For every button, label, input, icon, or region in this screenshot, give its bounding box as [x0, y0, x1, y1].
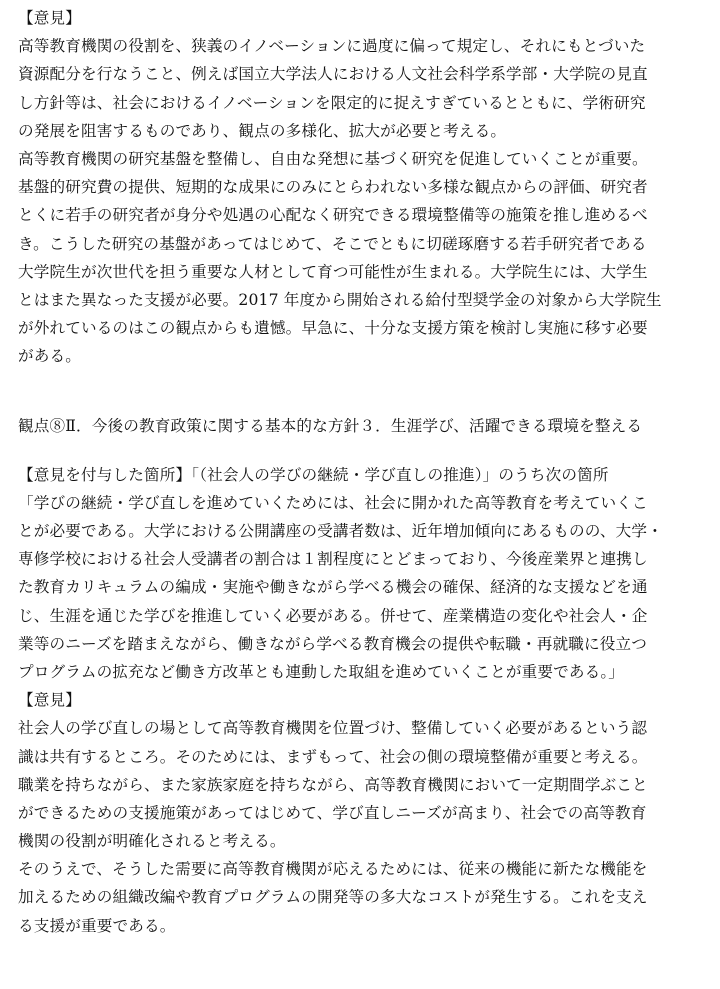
spacer: [18, 441, 708, 461]
text-line: 高等教育機関の研究基盤を整備し、自由な発想に基づく研究を促進していくことが重要。: [18, 149, 648, 168]
text-line: とはまた異なった支援が必要。2017 年度から開始される給付型奨学金の対象から大学院生: [18, 290, 662, 309]
text-line: 機関の役割が明確化されると考える。: [18, 832, 286, 851]
text-line: とくに若手の研究者が身分や処遇の心配なく研究できる環境整備等の施策を推し進めるべ: [18, 206, 648, 225]
opinion-heading: 【意見】: [18, 9, 81, 27]
section-2: [18, 412, 708, 939]
text-line: 社会人の学び直しの場として高等教育機関を位置づけ、整備していく必要があるという認: [18, 719, 648, 738]
opinion-paragraph-2: [18, 145, 708, 371]
text-line: じ、生涯を通じた学びを推進していく必要がある。併せて、産業構造の変化や社会人・企: [18, 606, 648, 625]
text-line: そのうえで、そうした需要に高等教育機関が応えるためには、従来の機能に新たな機能を: [18, 860, 648, 879]
opinion-paragraph-4: [18, 855, 708, 940]
text-line: プログラムの拡充など働き方改革とも連動した取組を進めていくことが重要である。」: [18, 662, 625, 681]
text-line: 資源配分を行なうこと、例えば国立大学法人における人文社会科学系学部・大学院の見直: [18, 65, 648, 84]
text-line: し方針等は、社会におけるイノベーションを限定的に捉えすぎているとともに、学術研究: [18, 93, 646, 112]
text-line: 「学びの継続・学び直しを進めていくためには、社会に開かれた高等教育を考えていくこ: [18, 493, 648, 512]
text-line: がある。: [18, 347, 81, 366]
opinion-paragraph-1: [18, 32, 708, 145]
text-line: き。こうした研究の基盤があってはじめて、そこでともに切磋琢磨する若手研究者である: [18, 234, 647, 253]
viewpoint-title: 観点⑧Ⅱ．今後の教育政策に関する基本的な方針３．生涯学び、活躍できる環境を整える: [18, 417, 643, 436]
section-1: [18, 4, 708, 370]
text-line: ができるための支援施策があってはじめて、学び直しニーズが高まり、社会での高等教育: [18, 803, 647, 822]
spacer: [18, 370, 708, 412]
text-line: の発展を阻害するものであり、観点の多様化、拡大が必要と考える。: [18, 121, 507, 140]
text-line: た教育カリキュラムの編成・実施や働きながら学べる機会の確保、経済的な支援などを通: [18, 578, 648, 597]
text-line: 高等教育機関の役割を、狭義のイノベーションに過度に偏って規定し、それにもとづいた: [18, 37, 646, 56]
cited-section-heading: 【意見を付与した箇所】「（社会人の学びの継続・学び直しの推進）」のうち次の箇所: [18, 465, 609, 484]
text-line: 業等のニーズを踏まえながら、働きながら学べる教育機会の提供や転職・再就職に役立つ: [18, 634, 647, 653]
opinion-heading: 【意見】: [18, 691, 81, 710]
text-line: 大学院生が次世代を担う重要な人材として育つ可能性が生まれる。大学院生には、大学生: [18, 262, 648, 281]
text-line: とが必要である。大学における公開講座の受講者数は、近年増加傾向にあるものの、大学・: [18, 522, 663, 540]
text-line: る支援が重要である。: [18, 916, 176, 935]
opinion-paragraph-3: [18, 714, 708, 855]
text-line: 加えるための組織改編や教育プログラムの開発等の多大なコストが発生する。これを支え: [18, 888, 648, 907]
text-line: 専修学校における社会人受講者の割合は１割程度にとどまっており、今後産業界と連携し: [18, 550, 648, 569]
document-page: [18, 4, 708, 940]
text-line: 識は共有するところ。そのためには、まずもって、社会の側の環境整備が重要と考える。: [18, 747, 648, 766]
text-line: 基盤的研究費の提供、短期的な成果にのみにとらわれない多様な観点からの評価、研究者: [18, 178, 648, 197]
text-line: 職業を持ちながら、また家族家庭を持ちながら、高等教育機関において一定期間学ぶこと: [18, 775, 648, 794]
text-line: が外れているのはこの観点からも遺憾。早急に、十分な支援方策を検討し実施に移す必要: [18, 319, 648, 338]
cited-text: [18, 489, 708, 686]
